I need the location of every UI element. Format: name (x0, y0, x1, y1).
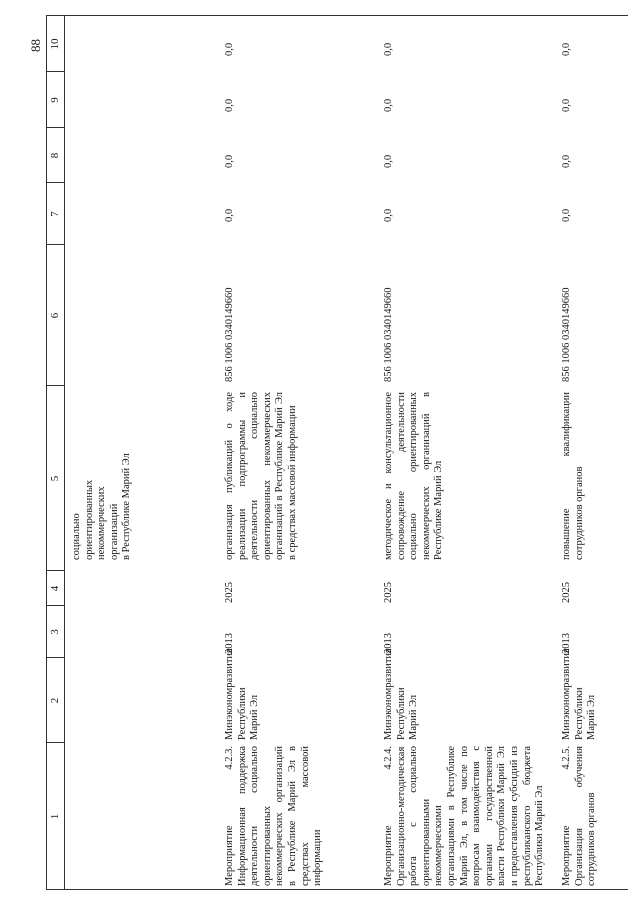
table-row-3-measure: Мероприятие 4.2.5. Организация обучения сотрудников органов (561, 746, 598, 886)
column-number-4: 4 (49, 585, 61, 592)
table-row-2-value-9: 0,0 (383, 98, 394, 112)
table-row-3-value-8: 0,0 (561, 154, 572, 168)
table-row-2-value-10: 0,0 (383, 42, 394, 56)
continuation-text: социально ориентированных некоммерческих организаций в Республике Марий Эл (71, 453, 133, 560)
table-row-1-value-8: 0,0 (224, 154, 235, 168)
column-number-3: 3 (49, 629, 61, 635)
table-row-1-executor: Минэкономразвития Республики Марий Эл (224, 648, 261, 740)
column-number-9: 9 (49, 97, 61, 103)
column-number-8: 8 (49, 152, 61, 159)
rotated-table-sheet (28, 10, 628, 890)
table-row-2-executor: Минэкономразвития Республики Марий Эл (383, 648, 420, 740)
page-number: 88 (28, 39, 43, 52)
table-row-1-budget-code: 856 1006 0340149660 (224, 287, 235, 382)
table-row-1-measure: Мероприятие 4.2.3. Информационная поддержка деятельности социально ориентированных некоммерческих организаций в Республике Марий Эл в средствах массовой информации (224, 746, 324, 886)
table-row-3-start-year: 2013 (561, 633, 572, 654)
table-row-1-value-7: 0,0 (224, 208, 235, 222)
table-row-2-value-7: 0,0 (383, 208, 394, 222)
column-number-1: 1 (49, 813, 61, 820)
table-row-3-executor: Минэкономразвития Республики Марий Эл (561, 648, 598, 740)
column-number-10: 10 (49, 38, 61, 50)
table-row-3-budget-code: 856 1006 0340149660 (561, 287, 572, 382)
table-row-2-budget-code: 856 1006 0340149660 (383, 287, 394, 382)
table-row-3-result: повышение квалификации сотрудников органов (561, 392, 585, 560)
column-number-5: 5 (49, 475, 61, 482)
table-row-2-result: методическое и консультационное сопровождение деятельности социально ориентированных некоммерческих организаций в Республике Марий Эл (383, 392, 445, 560)
table-row-3-end-year: 2025 (561, 582, 572, 603)
column-border (46, 889, 628, 890)
table-row-3-value-7: 0,0 (561, 208, 572, 222)
header-bottom-border (64, 16, 65, 890)
column-number-2: 2 (49, 697, 61, 704)
column-number-7: 7 (49, 211, 61, 217)
table-row-1-start-year: 2013 (224, 633, 235, 654)
table-row-2-measure: Мероприятие 4.2.4. Организационно-методическая работа с социально ориентированными некоммерческими организациями в Республике Марий Эл, в том числе по вопросам взаимодействия с органами государственной власти Республики Марий Эл и предоставления субсидий из республиканского бюджета Республики Марий Эл (383, 746, 546, 886)
column-number-6: 6 (49, 312, 61, 319)
table-row-2-start-year: 2013 (383, 633, 394, 654)
table-row-1-end-year: 2025 (224, 582, 235, 603)
table-row-2-value-8: 0,0 (383, 154, 394, 168)
table-row-1-value-9: 0,0 (224, 98, 235, 112)
column-border (46, 15, 628, 16)
table-row-1-value-10: 0,0 (224, 42, 235, 56)
table-row-1-result: организация публикаций о ходе реализации подпрограммы и деятельности социально ориентированных некоммерческих организаций в Республике Марий Эл в средствах массовой информации (224, 392, 298, 560)
table-row-3-value-10: 0,0 (561, 42, 572, 56)
table-row-3-value-9: 0,0 (561, 98, 572, 112)
table-row-2-end-year: 2025 (383, 582, 394, 603)
